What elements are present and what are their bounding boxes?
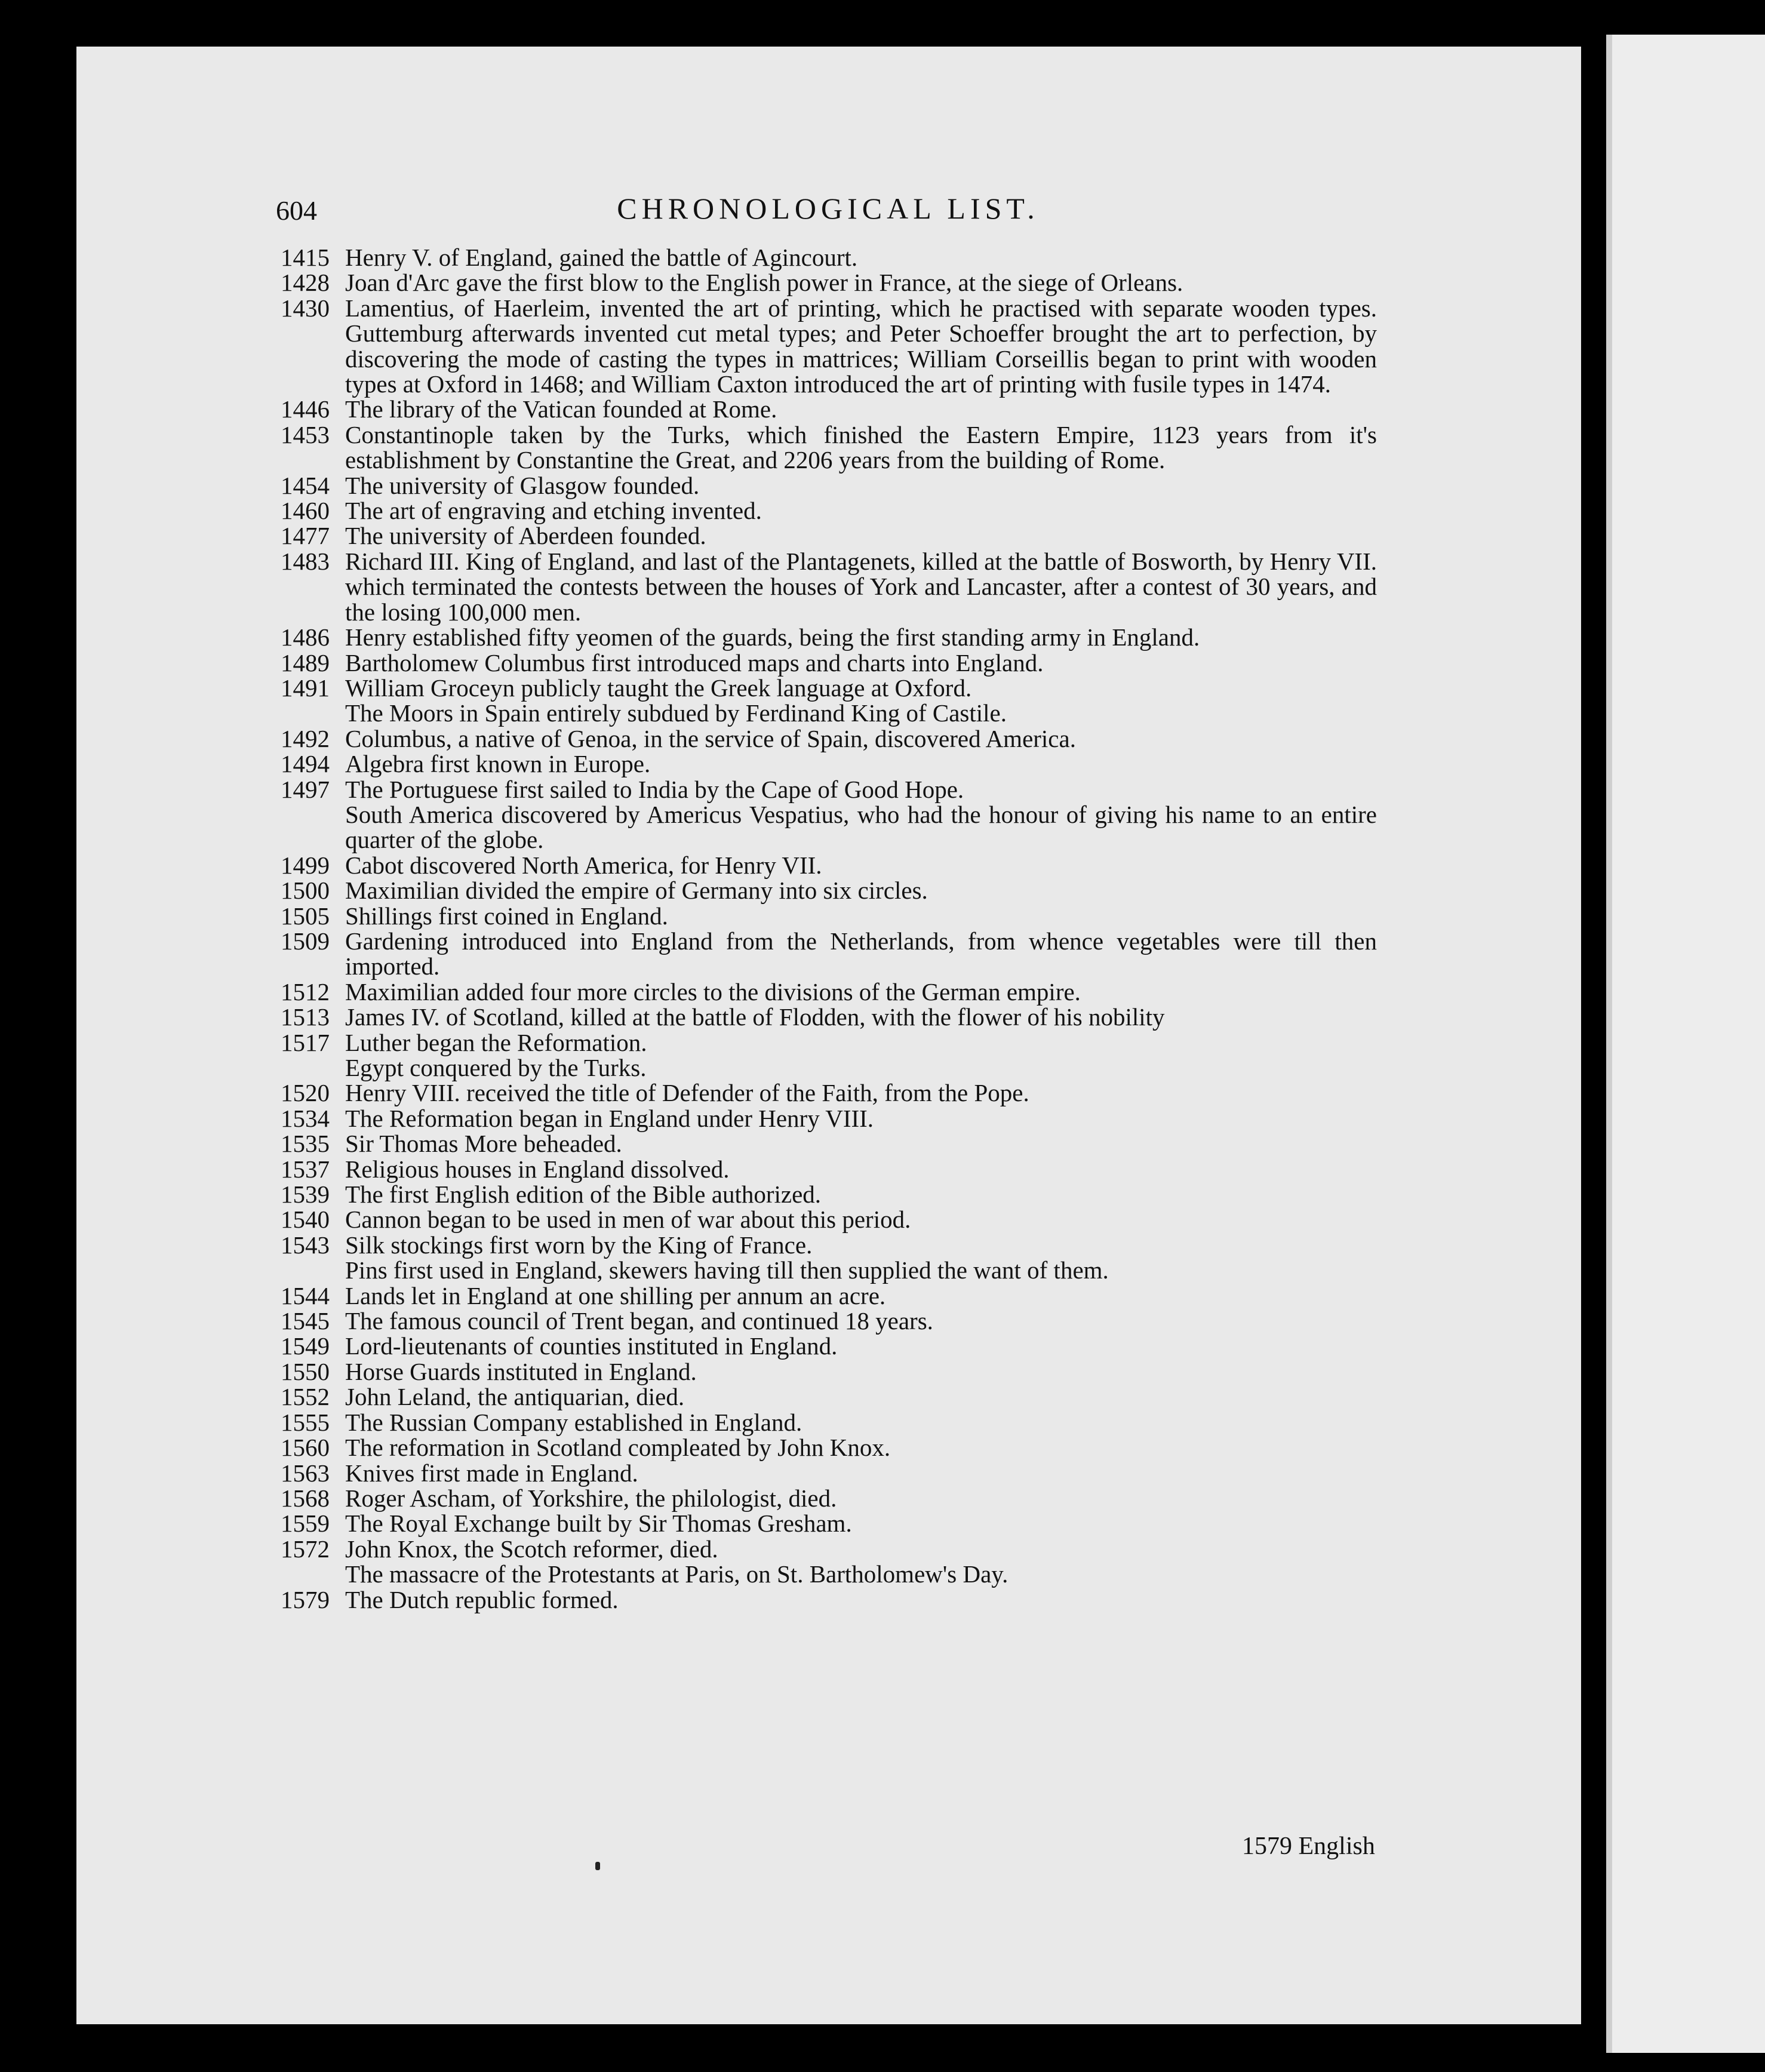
entry-year: 1539 <box>281 1181 330 1209</box>
entry-text: Horse Guards instituted in England. <box>345 1357 697 1385</box>
chronology-entry <box>281 802 1379 853</box>
entry-text: Lands let in England at one shilling per annum an acre. <box>345 1281 886 1309</box>
chronology-entry <box>281 853 1379 878</box>
entry-text: Religious houses in England dissolved. <box>345 1155 730 1183</box>
entry-text: The Russian Company established in England. <box>345 1408 802 1436</box>
entry-year: 1491 <box>281 674 330 702</box>
entry-text: Sir Thomas More beheaded. <box>345 1130 622 1158</box>
entry-year: 1572 <box>281 1535 330 1563</box>
chronology-entry <box>281 1207 1379 1232</box>
chronology-entry <box>281 523 1379 548</box>
chronology-entry <box>281 1157 1379 1182</box>
entry-year: 1559 <box>281 1510 330 1538</box>
entry-text: The Moors in Spain entirely subdued by Ferdinand King of Castile. <box>345 699 1007 727</box>
entry-year: 1454 <box>281 471 330 499</box>
entry-text: Bartholomew Columbus first introduced maps and charts into England. <box>345 648 1044 677</box>
chronology-entry <box>281 396 1379 422</box>
entry-year: 1552 <box>281 1383 330 1411</box>
entry-year: 1494 <box>281 750 330 778</box>
chronology-entry <box>281 777 1379 802</box>
chronology-entry <box>281 1055 1379 1080</box>
entry-text: Knives first made in England. <box>345 1459 638 1487</box>
entry-year: 1428 <box>281 269 330 297</box>
entry-year: 1512 <box>281 977 330 1006</box>
entry-year: 1446 <box>281 395 330 423</box>
entry-year: 1513 <box>281 1003 330 1031</box>
chronology-entry <box>281 1410 1379 1435</box>
entry-text: Maximilian divided the empire of Germany into six circles. <box>345 877 928 905</box>
facing-page-edge <box>1606 35 1765 2053</box>
chronology-entry <box>281 1232 1379 1258</box>
chronology-entry <box>281 1131 1379 1156</box>
entry-text: The art of engraving and etching invented. <box>345 497 762 525</box>
entry-text: The Reformation began in England under Henry VIII. <box>345 1104 874 1132</box>
entry-text: Lamentius, of Haerleim, invented the art of printing, which he practised with separate wooden types. Guttemburg afterwards invented cut metal types; and Peter Schoeffer brought the art to perfection, by discovering the mode of casting the types in mattrices; William Corseillis began to print with wooden types at Oxford in 1468; and William Caxton introduced the art of printing with fusile types in 1474. <box>345 294 1377 398</box>
entry-year: 1549 <box>281 1332 330 1360</box>
entry-year: 1550 <box>281 1357 330 1385</box>
chronology-entry <box>281 726 1379 751</box>
chronology-entry <box>281 296 1379 397</box>
chronology-entry <box>281 1030 1379 1055</box>
chronology-entry <box>281 1561 1379 1587</box>
entry-text: The famous council of Trent began, and continued 18 years. <box>345 1307 933 1335</box>
entry-text: Constantinople taken by the Turks, which finished the Eastern Empire, 1123 years from it's establishment by Constantine the Great, and 2206 years from the building of Rome. <box>345 420 1377 474</box>
chronology-entry <box>281 1333 1379 1358</box>
entry-year: 1563 <box>281 1459 330 1487</box>
chronology-entry <box>281 751 1379 776</box>
chronology-entry <box>281 675 1379 700</box>
entry-text: John Leland, the antiquarian, died. <box>345 1383 685 1411</box>
chronology-entry <box>281 1536 1379 1561</box>
entry-text: Henry V. of England, gained the battle of Agincourt. <box>345 244 858 271</box>
entry-year: 1579 <box>281 1585 330 1613</box>
chronology-entry <box>281 1384 1379 1409</box>
entry-year: 1520 <box>281 1079 330 1107</box>
ink-speck <box>595 1862 600 1870</box>
chronology-entry <box>281 903 1379 929</box>
chronology-entry <box>281 1080 1379 1105</box>
chronology-entry <box>281 473 1379 498</box>
running-title: CHRONOLOGICAL LIST. <box>617 192 1040 225</box>
chronology-entry <box>281 1435 1379 1460</box>
entry-year: 1543 <box>281 1231 330 1259</box>
entry-text: Luther began the Reformation. <box>345 1028 647 1056</box>
entry-text: The university of Aberdeen founded. <box>345 522 706 550</box>
entry-year: 1460 <box>281 497 330 525</box>
chronology-entry <box>281 245 1379 270</box>
entry-year: 1505 <box>281 902 330 930</box>
chronology-entry <box>281 498 1379 523</box>
chronology-entry <box>281 1106 1379 1131</box>
entry-text: The massacre of the Protestants at Paris, on St. Bartholomew's Day. <box>345 1560 1008 1588</box>
chronology-entry <box>281 929 1379 979</box>
entry-text: Cabot discovered North America, for Henry VII. <box>345 851 822 879</box>
entry-year: 1483 <box>281 547 330 575</box>
entry-year: 1535 <box>281 1130 330 1158</box>
entry-year: 1486 <box>281 623 330 651</box>
entry-year: 1545 <box>281 1307 330 1335</box>
chronology-entry <box>281 1283 1379 1308</box>
entry-year: 1540 <box>281 1206 330 1234</box>
catchword: 1579 English <box>1242 1833 1375 1860</box>
entry-year: 1415 <box>281 244 330 271</box>
entry-year: 1489 <box>281 648 330 677</box>
chronology-entry <box>281 1182 1379 1207</box>
entry-year: 1560 <box>281 1434 330 1462</box>
chronology-entry <box>281 1461 1379 1486</box>
entry-year: 1537 <box>281 1155 330 1183</box>
entry-year: 1544 <box>281 1281 330 1309</box>
entry-text: Maximilian added four more circles to the divisions of the German empire. <box>345 977 1081 1006</box>
entry-text: Richard III. King of England, and last of the Plantagenets, killed at the battle of Bosworth, by Henry VII. which terminated the contests between the houses of York and Lancaster, after a contest of 30 years, and the losing 100,000 men. <box>345 547 1377 626</box>
entry-text: The reformation in Scotland compleated by John Knox. <box>345 1434 891 1462</box>
entry-text: The library of the Vatican founded at Rome. <box>345 395 777 423</box>
entry-text: Pins first used in England, skewers having till then supplied the want of them. <box>345 1256 1109 1284</box>
entry-text: Lord-lieutenants of counties instituted in England. <box>345 1332 838 1360</box>
entry-year: 1453 <box>281 420 330 448</box>
entry-year: 1492 <box>281 724 330 752</box>
entry-text: Silk stockings first worn by the King of France. <box>345 1231 813 1259</box>
entry-text: John Knox, the Scotch reformer, died. <box>345 1535 718 1563</box>
entry-year: 1430 <box>281 294 330 322</box>
entry-text: The first English edition of the Bible authorized. <box>345 1181 822 1209</box>
entry-text: Gardening introduced into England from the Netherlands, from whence vegetables were till then imported. <box>345 927 1377 980</box>
chronology-entry <box>281 1359 1379 1384</box>
chronology-entry <box>281 1486 1379 1511</box>
entry-text: Shillings first coined in England. <box>345 902 668 930</box>
chronology-entry <box>281 650 1379 675</box>
entry-year: 1555 <box>281 1408 330 1436</box>
chronology-entry <box>281 1258 1379 1283</box>
chronology-entry <box>281 1308 1379 1333</box>
entry-year: 1499 <box>281 851 330 879</box>
entry-text: Egypt conquered by the Turks. <box>345 1054 647 1081</box>
entry-text: The Dutch republic formed. <box>345 1585 619 1613</box>
entry-text: Algebra first known in Europe. <box>345 750 651 778</box>
entry-text: The university of Glasgow founded. <box>345 471 700 499</box>
entry-text: William Groceyn publicly taught the Greek language at Oxford. <box>345 674 972 702</box>
entry-text: Roger Ascham, of Yorkshire, the philologist, died. <box>345 1484 837 1512</box>
entry-year: 1500 <box>281 877 330 905</box>
chronology-entry <box>281 1004 1379 1029</box>
entry-year: 1509 <box>281 927 330 955</box>
entry-year: 1477 <box>281 522 330 550</box>
chronology-entry <box>281 1511 1379 1536</box>
chronology-entry <box>281 878 1379 903</box>
chronology-entry <box>281 549 1379 625</box>
page-number: 604 <box>276 195 317 226</box>
entry-year: 1534 <box>281 1104 330 1132</box>
entry-text: Henry established fifty yeomen of the guards, being the first standing army in England. <box>345 623 1200 651</box>
entry-text: Henry VIII. received the title of Defender of the Faith, from the Pope. <box>345 1079 1029 1107</box>
entry-text: Joan d'Arc gave the first blow to the English power in France, at the siege of Orleans. <box>345 269 1183 297</box>
chronology-entry <box>281 1587 1379 1612</box>
entry-year: 1517 <box>281 1028 330 1056</box>
page-gutter <box>1606 35 1612 2053</box>
page-header <box>276 191 1380 233</box>
entry-text: Cannon began to be used in men of war about this period. <box>345 1206 911 1234</box>
chronology-list <box>281 245 1379 1612</box>
chronology-entry <box>281 625 1379 650</box>
entry-text: South America discovered by Americus Vespatius, who had the honour of giving his name to an entire quarter of the globe. <box>345 800 1377 854</box>
entry-year: 1497 <box>281 775 330 803</box>
entry-text: James IV. of Scotland, killed at the battle of Flodden, with the flower of his nobility <box>345 1003 1165 1031</box>
entry-text: The Portuguese first sailed to India by the Cape of Good Hope. <box>345 775 964 803</box>
entry-text: The Royal Exchange built by Sir Thomas Gresham. <box>345 1510 852 1538</box>
chronology-entry <box>281 422 1379 473</box>
chronology-entry <box>281 700 1379 725</box>
chronology-entry <box>281 979 1379 1004</box>
chronology-entry <box>281 270 1379 295</box>
entry-year: 1568 <box>281 1484 330 1512</box>
entry-text: Columbus, a native of Genoa, in the service of Spain, discovered America. <box>345 724 1076 752</box>
